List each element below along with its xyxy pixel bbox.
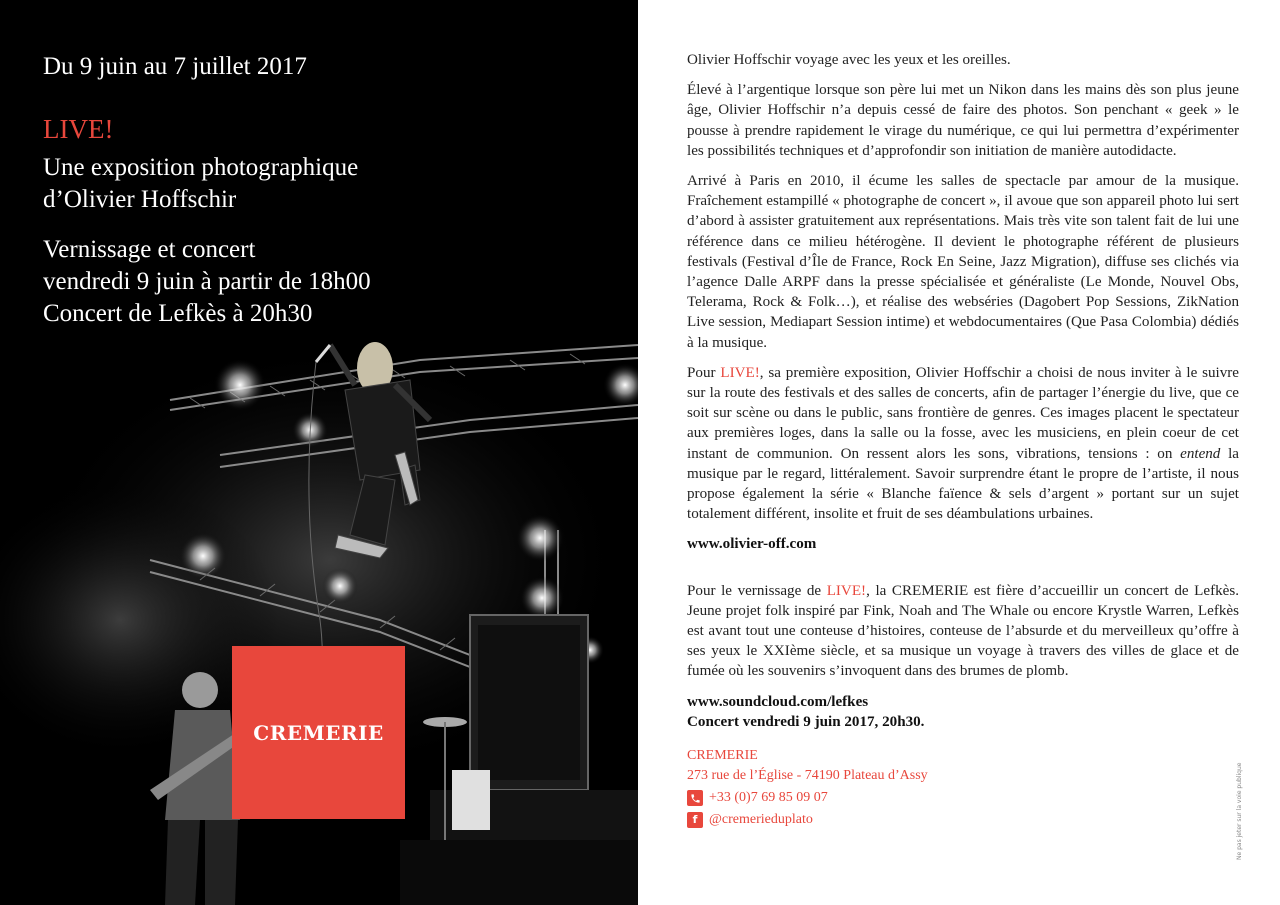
soundcloud-link[interactable]: www.soundcloud.com/lefkes xyxy=(687,693,869,710)
spacer xyxy=(687,573,1239,581)
exhibition-subtitle xyxy=(43,152,358,216)
text: , la CREMERIE est fière d’accueillir un concert de Lefkès. Jeune projet folk inspiré par Fink, Noah and The Whale ou encore Krystle Warren, Lefkès est avant tout une conteuse d’histoires, conteuse de l’absurde et du merveilleux qu’offre à ses yeux le XXIème siècle, et sa musique un voyage à travers des villes de glace et de fumée où les souvenirs s’invoquent dans des brumes de plomb. xyxy=(687,582,1239,680)
event-dates: Du 9 juin au 7 juillet 2017 xyxy=(43,53,307,80)
contact-address: 273 rue de l’Église - 74190 Plateau d’Assy xyxy=(687,768,928,784)
text: Pour xyxy=(687,364,721,381)
contact-name: CREMERIE xyxy=(687,748,758,764)
contact-facebook-row xyxy=(687,810,1239,830)
live-highlight: LIVE! xyxy=(826,582,867,599)
paragraph: Élevé à l’argentique lorsque son père lui met un Nikon dans les mains dès son plus jeune âge, Olivier Hoffschir n’a depuis cessé de faire des photos. Son penchant « geek » le pousse à prendre rapidement le virage du numérique, ce qui lui permettra d’expérimenter les possibilités techniques et d’approfondir son initiation de manière autodidacte. xyxy=(687,82,1239,159)
website-link[interactable]: www.olivier-off.com xyxy=(687,536,817,553)
contact-phone[interactable]: +33 (0)7 69 85 09 07 xyxy=(709,790,828,806)
expo-line: Une exposition photographique xyxy=(43,154,359,181)
live-highlight: LIVE! xyxy=(720,364,760,381)
concert-date: Concert vendredi 9 juin 2017, 20h30. xyxy=(687,713,925,730)
left-panel xyxy=(0,0,638,905)
text: la musique par le regard, littéralement. Savoir surprendre étant le propre de l’artiste, il nous propose également la série « Blanche faïence & sels d’argent » portant sur un sujet totalement différent, insolite et fruit de ses déambulations urbaines. xyxy=(687,445,1239,523)
vernissage-line: Concert de Lefkès à 20h30 xyxy=(43,300,313,327)
right-panel xyxy=(687,50,1239,831)
vernissage-info xyxy=(43,234,371,330)
disposal-note: Ne pas jeter sur la voie publique xyxy=(1236,762,1243,860)
contact-facebook[interactable]: @cremerieduplato xyxy=(709,812,813,828)
paragraph xyxy=(687,581,1239,682)
emphasis: entend xyxy=(1180,445,1221,462)
vernissage-line: Vernissage et concert xyxy=(43,236,256,263)
cremerie-logo xyxy=(232,646,405,819)
paragraph: Arrivé à Paris en 2010, il écume les salles de spectacle par amour de la musique. Fraîchement estampillé « photographe de concert », il avoue que son appareil photo lui sert d’abord à assister gratuitement aux représentations. Mais très vite son talent fait de lui une référence dans ce milieu hétérogène. Il devient le photographe référent de plusieurs festivals (Festival d’Île de France, Rock En Seine, Jazz Migration), diffuse ses clichés via l’agence Dalle ARPF dans la presse spécialisée et généraliste (Le Monde, Nouvel Obs, Telerama, Rock & Folk…), et réalise des webséries (Dagobert Pop Sessions, ZikNation Live session, Mediapart Session intime) et webdocumentaires (Que Pasa Colombia) dédiés à la musique. xyxy=(687,173,1239,351)
expo-line: d’Olivier Hoffschir xyxy=(43,186,237,213)
paragraph xyxy=(687,363,1239,525)
exhibition-title: LIVE! xyxy=(43,114,114,144)
facebook-icon: f xyxy=(687,812,703,828)
text: Pour le vernissage de xyxy=(687,582,827,599)
phone-icon xyxy=(687,790,703,806)
text: , sa première exposition, Olivier Hoffschir a choisi de nous inviter à le suivre sur la route des festivals et des salles de concerts, afin de partager l’énergie du live, que ce soit sur scène ou dans le public, sans frontière de genres. Ces images placent le spectateur aux premières loges, dans la salle ou la fosse, avec les musiciens, en plein coeur de cet instant de communion. On ressent alors les sons, vibrations, tensions : on xyxy=(687,364,1239,462)
vernissage-line: vendredi 9 juin à partir de 18h00 xyxy=(43,268,371,295)
spacer xyxy=(687,555,1239,573)
paragraph: Olivier Hoffschir voyage avec les yeux et les oreilles. xyxy=(687,52,1011,68)
logo-text: CREMERIE xyxy=(253,720,384,745)
contact-phone-row xyxy=(687,788,1239,808)
contact-block xyxy=(687,746,1239,830)
